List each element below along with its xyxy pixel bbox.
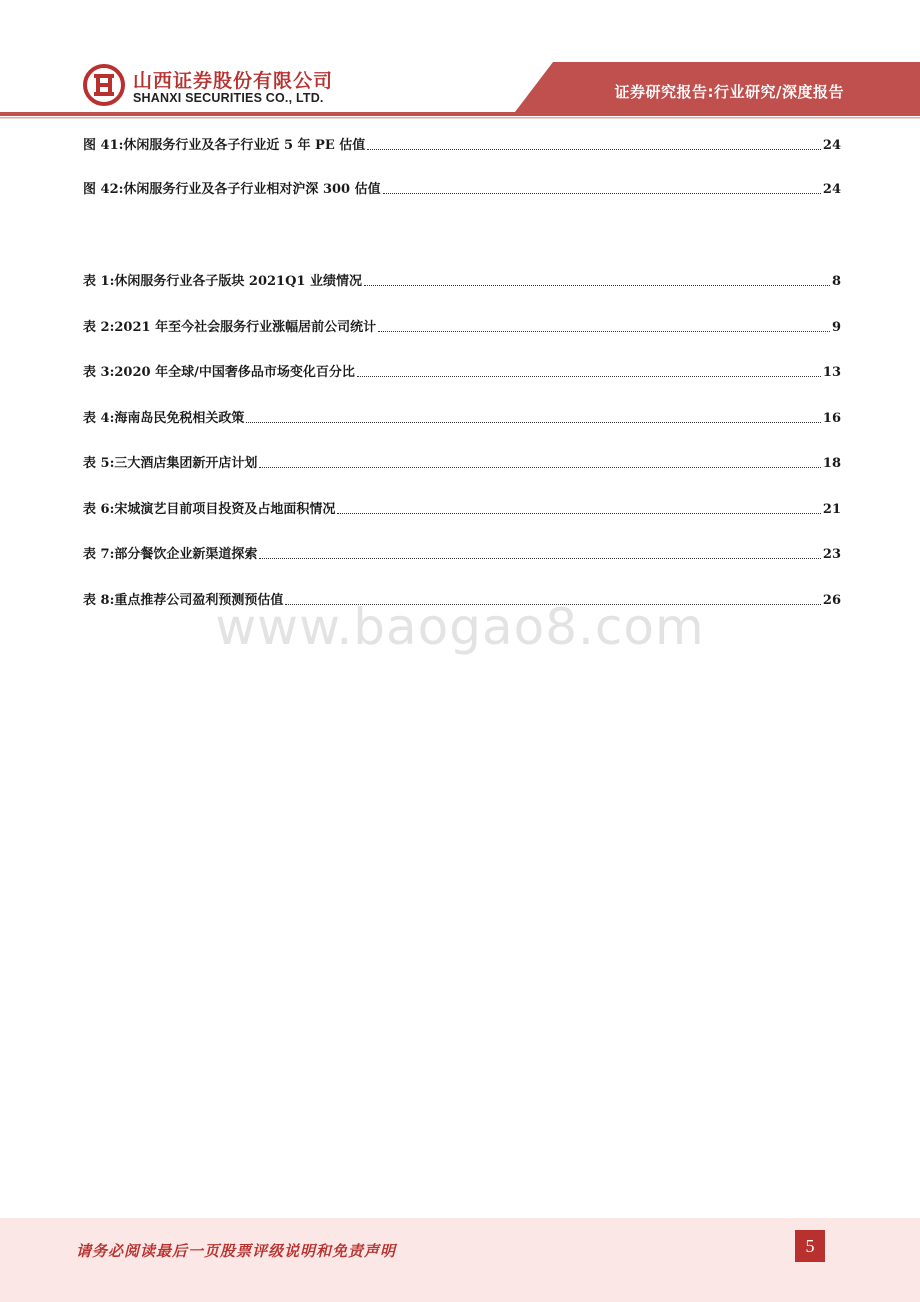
company-name-en: SHANXI SECURITIES CO., LTD. xyxy=(133,91,324,105)
toc-leader-dots xyxy=(337,512,821,514)
toc-entry-page: 21 xyxy=(822,502,841,517)
toc-leader-dots xyxy=(246,421,821,423)
toc-entry-table-5[interactable] xyxy=(83,452,841,474)
page-number-badge: 5 xyxy=(795,1230,825,1262)
toc-entry-table-2[interactable] xyxy=(83,316,841,338)
toc-entry-page: 16 xyxy=(822,411,841,426)
toc-leader-dots xyxy=(367,148,821,150)
toc-entry-label: 表 2:2021 年至今社会服务行业涨幅居前公司统计 xyxy=(83,320,377,335)
toc-entry-table-4[interactable] xyxy=(83,407,841,429)
toc-entry-figure-41[interactable] xyxy=(83,134,841,156)
toc-entry-label: 表 4:海南岛民免税相关政策 xyxy=(83,411,245,426)
footer-disclaimer: 请务必阅读最后一页股票评级说明和免责声明 xyxy=(76,1242,397,1260)
toc-entry-page: 8 xyxy=(831,274,841,289)
page-header xyxy=(0,0,920,120)
company-logo-icon xyxy=(83,64,125,106)
report-type-label: 证券研究报告:行业研究/深度报告 xyxy=(614,83,844,101)
toc-leader-dots xyxy=(357,375,821,377)
toc-entry-page: 24 xyxy=(822,138,841,153)
watermark: www.baogao8.com xyxy=(215,598,705,656)
toc-entry-table-3[interactable] xyxy=(83,361,841,383)
toc-leader-dots xyxy=(364,284,830,286)
toc-entry-label: 表 6:宋城演艺目前项目投资及占地面积情况 xyxy=(83,502,336,517)
toc-entry-label: 表 7:部分餐饮企业新渠道探索 xyxy=(83,547,258,562)
toc-entry-table-1[interactable] xyxy=(83,270,841,292)
toc-leader-dots xyxy=(383,192,821,194)
toc-entry-table-6[interactable] xyxy=(83,498,841,520)
toc-entry-label: 表 8:重点推荐公司盈利预测预估值 xyxy=(83,593,284,608)
toc-entry-label: 表 1:休闲服务行业各子版块 2021Q1 业绩情况 xyxy=(83,274,362,289)
toc-leader-dots xyxy=(259,466,821,468)
toc-entry-page: 23 xyxy=(822,547,841,562)
toc-entry-page: 13 xyxy=(822,365,841,380)
toc-entry-page: 9 xyxy=(831,320,841,335)
company-name-cn: 山西证券股份有限公司 xyxy=(133,70,334,92)
toc-entry-figure-42[interactable] xyxy=(83,178,841,200)
toc-entry-label: 图 42:休闲服务行业及各子行业相对沪深 300 估值 xyxy=(83,182,381,197)
toc-entry-page: 26 xyxy=(822,593,841,608)
toc-entry-label: 表 3:2020 年全球/中国奢侈品市场变化百分比 xyxy=(83,365,355,380)
toc-leader-dots xyxy=(378,330,830,332)
toc-entry-label: 表 5:三大酒店集团新开店计划 xyxy=(83,456,258,471)
toc-leader-dots xyxy=(259,557,821,559)
toc-entry-page: 18 xyxy=(822,456,841,471)
toc-entry-table-7[interactable] xyxy=(83,543,841,565)
toc-entry-label: 图 41:休闲服务行业及各子行业近 5 年 PE 估值 xyxy=(83,138,366,153)
toc-entry-page: 24 xyxy=(822,182,841,197)
